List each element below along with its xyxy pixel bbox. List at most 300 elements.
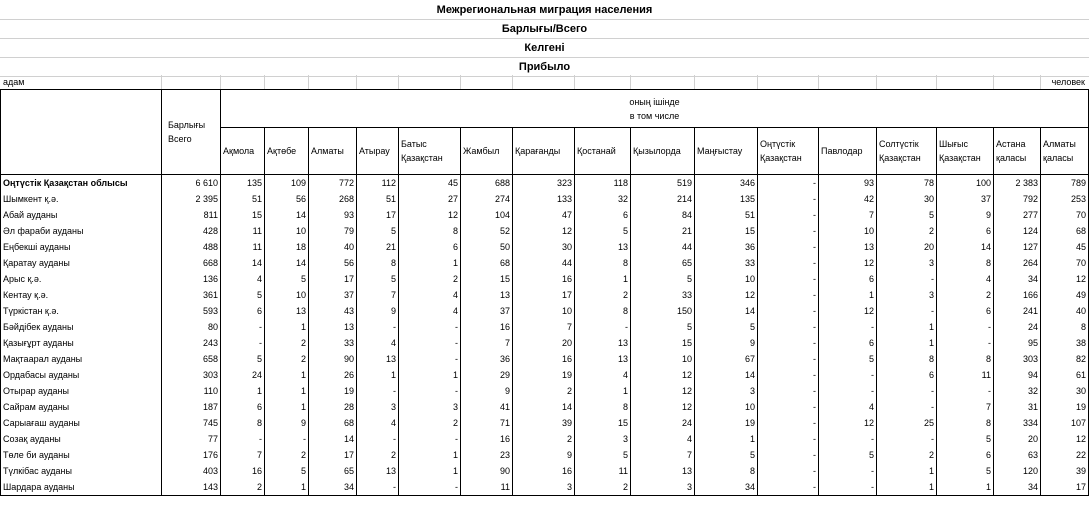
table-cell: 4: [357, 415, 399, 431]
table-cell: 52: [461, 223, 513, 239]
unit-label-kz: адам: [3, 77, 25, 87]
table-cell: 6: [937, 223, 994, 239]
table-cell: 26: [309, 367, 357, 383]
gridline: [460, 75, 461, 89]
table-cell: 772: [309, 175, 357, 192]
table-cell: 241: [994, 303, 1041, 319]
table-cell: 7: [513, 319, 575, 335]
table-cell: 1: [265, 367, 309, 383]
table-cell: 17: [357, 207, 399, 223]
table-row: [1, 415, 1089, 431]
column-header: Алматы қаласы: [1041, 128, 1089, 175]
gridline: [630, 75, 631, 89]
gridline: [161, 75, 162, 89]
table-cell: 264: [994, 255, 1041, 271]
column-header: Оңтүстік Қазақстан: [758, 128, 819, 175]
table-cell: 792: [994, 191, 1041, 207]
table-cell: 51: [357, 191, 399, 207]
row-label: Түркістан қ.ә.: [1, 303, 162, 319]
table-cell: 1: [399, 447, 461, 463]
table-cell: 688: [461, 175, 513, 192]
row-label: Әл фараби ауданы: [1, 223, 162, 239]
table-cell: 34: [309, 479, 357, 496]
table-cell: 1: [877, 319, 937, 335]
table-cell: -: [758, 191, 819, 207]
table-cell: 32: [994, 383, 1041, 399]
table-cell: 7: [819, 207, 877, 223]
table-row: [1, 479, 1089, 496]
table-cell: 14: [513, 399, 575, 415]
table-cell: 16: [221, 463, 265, 479]
table-cell: 107: [1041, 415, 1089, 431]
gridline: [264, 75, 265, 89]
table-cell: 19: [513, 367, 575, 383]
table-cell: -: [819, 383, 877, 399]
table-cell: 13: [575, 335, 631, 351]
table-cell: 8: [399, 223, 461, 239]
table-cell: 253: [1041, 191, 1089, 207]
table-cell: 4: [631, 431, 695, 447]
table-cell: 3: [575, 431, 631, 447]
row-total: 658: [162, 351, 221, 367]
table-cell: 2: [513, 383, 575, 399]
table-cell: 166: [994, 287, 1041, 303]
table-cell: 22: [1041, 447, 1089, 463]
table-cell: 65: [309, 463, 357, 479]
table-cell: -: [399, 479, 461, 496]
table-cell: -: [221, 319, 265, 335]
table-cell: 1: [877, 479, 937, 496]
column-header: Алматы: [309, 128, 357, 175]
table-cell: 34: [994, 479, 1041, 496]
table-cell: 42: [819, 191, 877, 207]
table-cell: 37: [461, 303, 513, 319]
row-total: 77: [162, 431, 221, 447]
table-cell: 70: [1041, 207, 1089, 223]
table-cell: 90: [461, 463, 513, 479]
table-cell: 16: [461, 319, 513, 335]
table-cell: 323: [513, 175, 575, 192]
table-cell: 68: [1041, 223, 1089, 239]
table-cell: 3: [513, 479, 575, 496]
table-cell: 68: [461, 255, 513, 271]
table-cell: 11: [461, 479, 513, 496]
table-cell: 19: [1041, 399, 1089, 415]
table-cell: 100: [937, 175, 994, 192]
table-cell: 1: [357, 367, 399, 383]
table-cell: 38: [1041, 335, 1089, 351]
table-cell: 268: [309, 191, 357, 207]
table-cell: 78: [877, 175, 937, 192]
table-cell: 118: [575, 175, 631, 192]
table-cell: 30: [513, 239, 575, 255]
table-cell: 24: [221, 367, 265, 383]
gridline: [818, 75, 819, 89]
table-cell: 50: [461, 239, 513, 255]
table-cell: -: [221, 335, 265, 351]
table-cell: -: [758, 351, 819, 367]
table-cell: 8: [937, 255, 994, 271]
table-cell: 2: [575, 479, 631, 496]
row-label: Төле би ауданы: [1, 447, 162, 463]
table-cell: 112: [357, 175, 399, 192]
table-cell: 14: [265, 255, 309, 271]
table-cell: 21: [357, 239, 399, 255]
table-cell: 1: [819, 287, 877, 303]
table-cell: 3: [399, 399, 461, 415]
table-cell: 11: [221, 223, 265, 239]
table-cell: 15: [631, 335, 695, 351]
table-cell: -: [758, 463, 819, 479]
column-header: Астана қаласы: [994, 128, 1041, 175]
row-total: 176: [162, 447, 221, 463]
table-cell: 9: [461, 383, 513, 399]
row-total: 668: [162, 255, 221, 271]
gridline: [512, 75, 513, 89]
table-cell: 2: [877, 447, 937, 463]
row-total: 361: [162, 287, 221, 303]
table-cell: 109: [265, 175, 309, 192]
table-cell: 17: [309, 447, 357, 463]
table-cell: 303: [994, 351, 1041, 367]
table-cell: 13: [461, 287, 513, 303]
table-cell: 45: [1041, 239, 1089, 255]
table-cell: 7: [221, 447, 265, 463]
table-cell: -: [758, 287, 819, 303]
table-cell: 12: [695, 287, 758, 303]
table-cell: 7: [357, 287, 399, 303]
table-cell: 24: [631, 415, 695, 431]
table-cell: 3: [357, 399, 399, 415]
table-cell: 133: [513, 191, 575, 207]
table-cell: 93: [819, 175, 877, 192]
table-cell: 13: [575, 351, 631, 367]
table-cell: 120: [994, 463, 1041, 479]
table-cell: 1: [399, 255, 461, 271]
table-row: [1, 255, 1089, 271]
table-cell: 346: [695, 175, 758, 192]
column-header: Атырау: [357, 128, 399, 175]
table-cell: 1: [937, 479, 994, 496]
group-header: [221, 90, 1089, 128]
table-cell: 14: [695, 303, 758, 319]
table-cell: 4: [575, 367, 631, 383]
row-total: 593: [162, 303, 221, 319]
row-total: 143: [162, 479, 221, 496]
table-cell: 104: [461, 207, 513, 223]
group-header-ru: в том числе: [629, 110, 680, 121]
row-label: Сайрам ауданы: [1, 399, 162, 415]
table-cell: -: [399, 431, 461, 447]
gridline: [876, 75, 877, 89]
table-cell: -: [399, 335, 461, 351]
total-column-header: Барлығы Всего: [162, 90, 221, 175]
table-cell: 12: [819, 255, 877, 271]
table-cell: 9: [937, 207, 994, 223]
column-header: Қарағанды: [513, 128, 575, 175]
table-cell: 5: [819, 447, 877, 463]
table-cell: 12: [1041, 431, 1089, 447]
table-cell: 13: [631, 463, 695, 479]
table-cell: 8: [937, 415, 994, 431]
table-cell: -: [758, 335, 819, 351]
sheet-title: Межрегиональная миграция населения: [0, 0, 1089, 20]
table-cell: 13: [309, 319, 357, 335]
table-cell: 1: [265, 319, 309, 335]
table-cell: 4: [937, 271, 994, 287]
row-total: 811: [162, 207, 221, 223]
table-cell: 39: [1041, 463, 1089, 479]
unit-label-ru: человек: [1051, 77, 1085, 87]
table-cell: 12: [631, 383, 695, 399]
table-cell: 8: [575, 399, 631, 415]
table-cell: -: [877, 383, 937, 399]
table-cell: 1: [877, 335, 937, 351]
table-cell: 135: [221, 175, 265, 192]
gridline: [220, 75, 221, 89]
table-cell: 124: [994, 223, 1041, 239]
table-cell: 2: [265, 351, 309, 367]
table-cell: 10: [265, 287, 309, 303]
table-cell: 20: [513, 335, 575, 351]
table-cell: -: [758, 207, 819, 223]
table-cell: -: [758, 303, 819, 319]
row-label: Мақтаарал ауданы: [1, 351, 162, 367]
column-header: Жамбыл: [461, 128, 513, 175]
table-cell: 84: [631, 207, 695, 223]
table-cell: 2: [399, 415, 461, 431]
unit-row: [0, 75, 1089, 90]
table-row: [1, 463, 1089, 479]
table-cell: 10: [819, 223, 877, 239]
table-cell: 15: [221, 207, 265, 223]
table-cell: 2: [221, 479, 265, 496]
table-cell: 5: [357, 223, 399, 239]
row-total: 303: [162, 367, 221, 383]
row-label: Оңтүстік Қазақстан облысы: [1, 175, 162, 192]
table-cell: -: [937, 335, 994, 351]
gridline: [1040, 75, 1041, 89]
table-cell: 214: [631, 191, 695, 207]
gridline: [993, 75, 994, 89]
table-cell: -: [758, 431, 819, 447]
table-cell: 12: [1041, 271, 1089, 287]
table-cell: -: [937, 383, 994, 399]
table-cell: 13: [819, 239, 877, 255]
table-cell: 3: [631, 479, 695, 496]
table-cell: -: [819, 319, 877, 335]
table-cell: 5: [221, 287, 265, 303]
column-header: Қызылорда: [631, 128, 695, 175]
table-cell: 49: [1041, 287, 1089, 303]
gridline: [398, 75, 399, 89]
table-cell: 94: [994, 367, 1041, 383]
table-cell: 11: [221, 239, 265, 255]
table-cell: -: [758, 399, 819, 415]
table-cell: 274: [461, 191, 513, 207]
row-label: Түлкібас ауданы: [1, 463, 162, 479]
table-cell: 16: [513, 463, 575, 479]
table-cell: 8: [357, 255, 399, 271]
table-cell: -: [877, 303, 937, 319]
table-row: [1, 239, 1089, 255]
table-cell: 51: [221, 191, 265, 207]
table-cell: 17: [1041, 479, 1089, 496]
table-cell: -: [221, 431, 265, 447]
table-cell: 20: [994, 431, 1041, 447]
table-cell: 67: [695, 351, 758, 367]
row-total: 6 610: [162, 175, 221, 192]
table-cell: 8: [877, 351, 937, 367]
row-label-header: [1, 90, 162, 175]
table-cell: 68: [309, 415, 357, 431]
table-cell: 32: [575, 191, 631, 207]
gridline: [308, 75, 309, 89]
table-cell: 10: [695, 399, 758, 415]
table-cell: 51: [695, 207, 758, 223]
gridline: [757, 75, 758, 89]
table-cell: 1: [575, 383, 631, 399]
row-label: Бәйдібек ауданы: [1, 319, 162, 335]
table-cell: 8: [221, 415, 265, 431]
table-cell: 40: [309, 239, 357, 255]
table-cell: 93: [309, 207, 357, 223]
column-header: Батыс Қазақстан: [399, 128, 461, 175]
table-cell: 6: [937, 447, 994, 463]
table-cell: 1: [221, 383, 265, 399]
table-cell: 14: [221, 255, 265, 271]
table-cell: -: [758, 367, 819, 383]
table-cell: 14: [309, 431, 357, 447]
table-cell: 2: [265, 447, 309, 463]
table-cell: 12: [513, 223, 575, 239]
table-cell: 2: [265, 335, 309, 351]
table-cell: 12: [631, 367, 695, 383]
table-cell: 27: [399, 191, 461, 207]
table-cell: 90: [309, 351, 357, 367]
table-cell: 47: [513, 207, 575, 223]
table-row: [1, 431, 1089, 447]
table-row: [1, 447, 1089, 463]
table-cell: -: [265, 431, 309, 447]
table-cell: 5: [357, 271, 399, 287]
gridline: [356, 75, 357, 89]
table-cell: 1: [265, 479, 309, 496]
table-cell: 4: [399, 287, 461, 303]
table-cell: 1: [695, 431, 758, 447]
table-cell: 6: [819, 335, 877, 351]
row-total: 403: [162, 463, 221, 479]
table-cell: 37: [937, 191, 994, 207]
table-cell: 17: [513, 287, 575, 303]
table-cell: 6: [937, 303, 994, 319]
table-cell: 2: [399, 271, 461, 287]
table-row: [1, 351, 1089, 367]
table-cell: 43: [309, 303, 357, 319]
subtitle-ru: Прибыло: [0, 58, 1089, 77]
row-total: 187: [162, 399, 221, 415]
row-label: Сарыағаш ауданы: [1, 415, 162, 431]
table-cell: -: [399, 351, 461, 367]
table-cell: 9: [695, 335, 758, 351]
table-cell: 12: [399, 207, 461, 223]
table-cell: 12: [819, 303, 877, 319]
table-cell: 44: [513, 255, 575, 271]
row-label: Созақ ауданы: [1, 431, 162, 447]
table-cell: 7: [631, 447, 695, 463]
table-cell: 33: [695, 255, 758, 271]
table-cell: 24: [994, 319, 1041, 335]
table-cell: -: [819, 367, 877, 383]
table-cell: 13: [575, 239, 631, 255]
column-header: Ақмола: [221, 128, 265, 175]
table-cell: -: [399, 383, 461, 399]
table-cell: 5: [631, 271, 695, 287]
table-row: [1, 367, 1089, 383]
table-cell: 6: [819, 271, 877, 287]
row-label: Арыс қ.ә.: [1, 271, 162, 287]
table-cell: 45: [399, 175, 461, 192]
row-total: 745: [162, 415, 221, 431]
row-label: Қаратау ауданы: [1, 255, 162, 271]
table-cell: 12: [819, 415, 877, 431]
subtitle-kz: Келгені: [0, 39, 1089, 58]
table-row: [1, 207, 1089, 223]
table-cell: 5: [575, 447, 631, 463]
table-cell: 6: [877, 367, 937, 383]
table-cell: 7: [461, 335, 513, 351]
subtitle-total: Барлығы/Всего: [0, 20, 1089, 39]
table-cell: 82: [1041, 351, 1089, 367]
table-cell: 334: [994, 415, 1041, 431]
table-cell: -: [877, 399, 937, 415]
table-cell: 31: [994, 399, 1041, 415]
table-cell: 6: [221, 399, 265, 415]
table-cell: 6: [575, 207, 631, 223]
table-cell: 15: [695, 223, 758, 239]
column-header: Маңғыстау: [695, 128, 758, 175]
table-cell: 135: [695, 191, 758, 207]
table-cell: 23: [461, 447, 513, 463]
table-cell: 70: [1041, 255, 1089, 271]
table-cell: 34: [994, 271, 1041, 287]
table-cell: 4: [357, 335, 399, 351]
table-cell: 5: [695, 447, 758, 463]
table-cell: 5: [937, 431, 994, 447]
column-header: Ақтөбе: [265, 128, 309, 175]
column-header: Павлодар: [819, 128, 877, 175]
table-cell: 5: [265, 463, 309, 479]
table-cell: -: [758, 479, 819, 496]
migration-table: [0, 89, 1089, 496]
table-cell: 150: [631, 303, 695, 319]
table-cell: 2: [937, 287, 994, 303]
row-total: 2 395: [162, 191, 221, 207]
table-cell: 1: [265, 399, 309, 415]
table-row: [1, 303, 1089, 319]
table-cell: 8: [695, 463, 758, 479]
table-cell: 14: [695, 367, 758, 383]
column-header: Қостанай: [575, 128, 631, 175]
table-row: [1, 335, 1089, 351]
table-cell: 40: [1041, 303, 1089, 319]
row-label: Қазығұрт ауданы: [1, 335, 162, 351]
table-cell: 127: [994, 239, 1041, 255]
table-cell: 9: [513, 447, 575, 463]
table-cell: 33: [309, 335, 357, 351]
table-cell: 5: [877, 207, 937, 223]
table-cell: 8: [575, 303, 631, 319]
